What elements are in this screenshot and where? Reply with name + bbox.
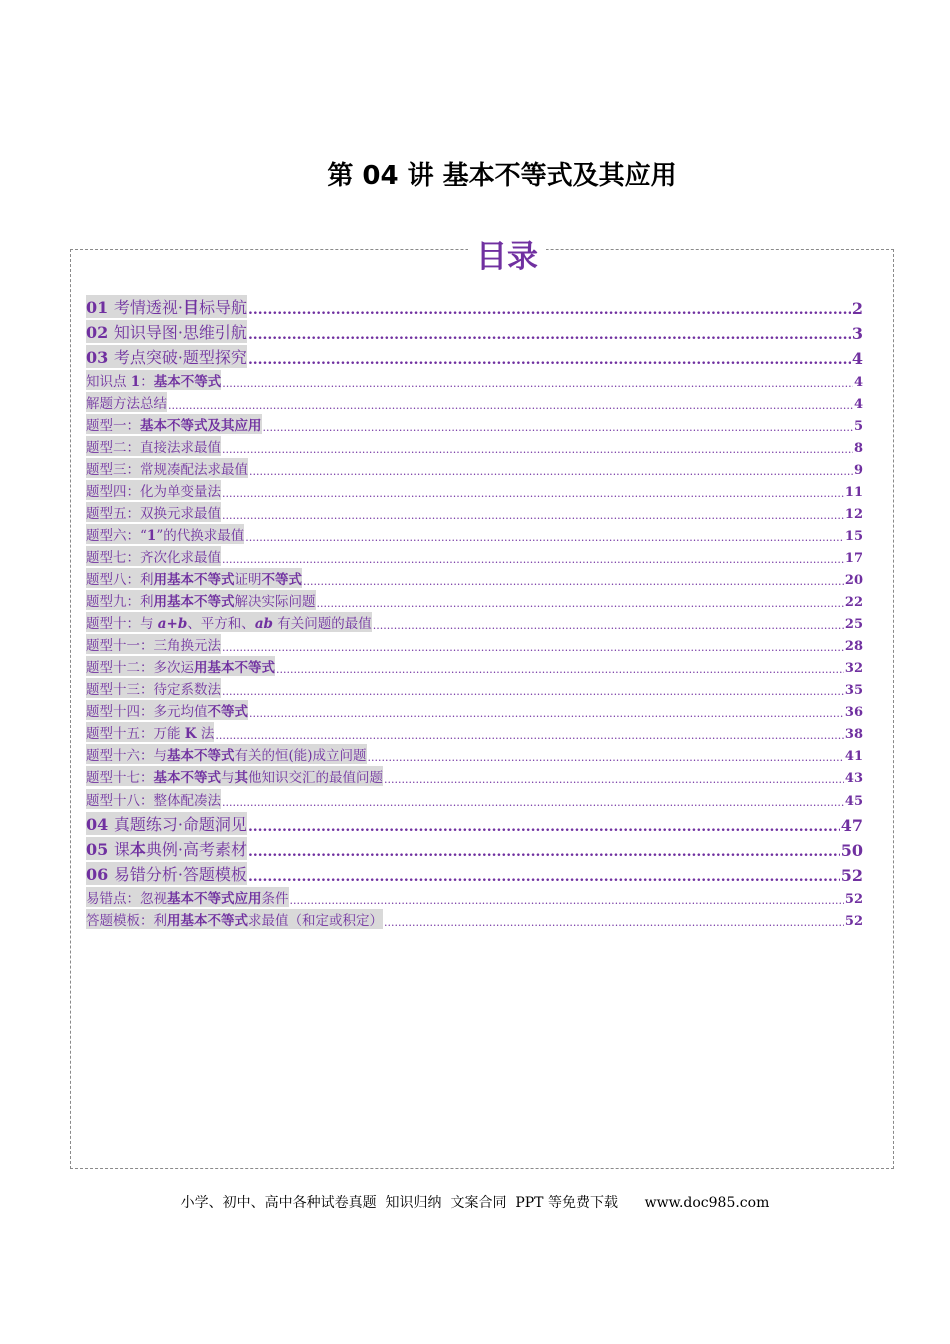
toc-entry-text: 06 <box>86 865 114 884</box>
toc-entry-text: 证明 <box>234 572 262 588</box>
toc-entry-text: 答题模板：利 <box>86 913 167 929</box>
toc-entry-label <box>86 502 221 522</box>
toc-entry-text: 05 <box>86 840 114 859</box>
toc-page-number: 2 <box>851 299 863 318</box>
toc-entry[interactable] <box>86 436 863 456</box>
toc-entry-label <box>86 480 221 500</box>
toc-entry-text: 题型一： <box>86 418 140 434</box>
toc-entry[interactable] <box>86 789 863 809</box>
toc-leader-dots <box>222 377 853 390</box>
toc-entry-text: 题型十七： <box>86 770 154 786</box>
toc-entry[interactable] <box>86 700 863 720</box>
toc-entry-text: 条件 <box>261 891 289 907</box>
toc-entry-label <box>86 678 221 698</box>
toc-leader-dots <box>245 531 844 544</box>
toc-entry[interactable] <box>86 887 863 907</box>
toc-entry-text: 题型三：常规凑配法求最值 <box>86 462 248 478</box>
toc-entry-label <box>86 458 248 478</box>
toc-heading <box>0 231 950 276</box>
toc-leader-dots <box>222 487 844 500</box>
toc-entry-text: K <box>184 726 197 742</box>
toc-entry-label <box>86 546 221 566</box>
toc-entry-text: 题型十四：多元均值 <box>86 704 208 720</box>
toc-leader-dots <box>303 575 844 588</box>
toc-entry-label <box>86 766 383 786</box>
toc-entry-text: 知识点 <box>86 374 131 390</box>
toc-page-number: 4 <box>853 397 863 412</box>
toc-leader-dots <box>248 844 840 860</box>
toc-leader-dots <box>222 443 853 456</box>
toc-entry-text: 真题练习·命题洞见 <box>113 815 247 834</box>
toc-page-number: 28 <box>844 639 863 654</box>
page-footer: 小学、初中、高中各种试卷真题 知识归纳 文案合同 PPT 等免费下载 www.doc985.com <box>180 1195 770 1211</box>
toc-entry-text: 题型八：利 <box>86 572 154 588</box>
toc-entry-text: ab <box>254 616 273 632</box>
toc-heading-text: 目录 <box>468 239 546 275</box>
toc-leader-dots <box>249 465 853 478</box>
toc-entry-text: 、平方和、 <box>187 616 255 632</box>
toc-entry[interactable] <box>86 590 863 610</box>
toc-entry-text: 其 <box>234 770 248 786</box>
toc-entry-text: 题型十五：万能 <box>86 726 185 742</box>
toc-entry-text: 目 <box>182 298 199 317</box>
toc-entry-text: 题型十一：三角换元法 <box>86 638 221 654</box>
toc-entry-label <box>86 568 302 588</box>
toc-entry-label <box>86 392 167 412</box>
toc-page-number: 36 <box>844 705 863 720</box>
toc-entry-text: 基本不等式 <box>167 748 235 764</box>
toc-entry-text: 题型十八：整体配凑法 <box>86 793 221 809</box>
toc-entry-label <box>86 909 383 929</box>
toc-entry[interactable] <box>86 722 863 742</box>
toc-leader-dots <box>222 553 844 566</box>
toc-entry-text: 题型五：双换元求最值 <box>86 506 221 522</box>
toc-entry-text: 题型十六：与 <box>86 748 167 764</box>
toc-entry-label <box>86 789 221 809</box>
toc-entry-text: 04 <box>86 815 114 834</box>
toc-entry-label <box>86 862 247 885</box>
toc-entry[interactable] <box>86 502 863 522</box>
toc-entry-text: ： <box>140 374 154 390</box>
toc-page-number: 3 <box>851 324 863 343</box>
toc-page-number: 9 <box>853 463 863 478</box>
toc-leader-dots <box>368 751 844 764</box>
toc-leader-dots <box>384 916 844 929</box>
toc-leader-dots <box>248 869 840 885</box>
toc-page-number: 47 <box>840 816 863 835</box>
toc-entry-text: 基本不等式应用 <box>167 891 262 907</box>
toc-entry-text: 题型九：利 <box>86 594 154 610</box>
toc-entry-text: 不等式 <box>207 704 248 720</box>
toc-entry[interactable] <box>86 612 863 632</box>
toc-entry-text: 用基本不等式 <box>153 572 235 588</box>
toc-entry-text: 题型七：齐次化求最值 <box>86 550 221 566</box>
toc-entry-text: 基本不等式 <box>153 770 221 786</box>
toc-page-number: 43 <box>844 771 863 786</box>
toc-entry-text: 课 <box>113 840 130 859</box>
toc-entry-text: 易错分析·答题模板 <box>113 865 247 884</box>
toc-entry-text: 本 <box>129 840 146 859</box>
toc-entry-label <box>86 295 247 318</box>
toc-page-number: 41 <box>844 749 863 764</box>
toc-entry-text: b <box>177 616 188 632</box>
toc-page-number: 52 <box>844 892 863 907</box>
toc-page-number: 11 <box>844 485 863 500</box>
toc-page-number: 32 <box>844 661 863 676</box>
toc-entry[interactable] <box>86 744 863 764</box>
toc-leader-dots <box>384 773 844 786</box>
toc-entry[interactable] <box>86 346 863 368</box>
toc-entry-label <box>86 414 262 434</box>
toc-entry-text: 基本不等式 <box>153 374 222 390</box>
toc-entry-label <box>86 524 244 544</box>
toc-entry[interactable] <box>86 863 863 885</box>
toc-page-number: 45 <box>844 794 863 809</box>
toc-entry-text: 用基本不等式 <box>153 594 235 610</box>
toc-entry-label <box>86 812 247 835</box>
toc-entry-text: 03 <box>86 348 114 367</box>
toc-page-number: 25 <box>844 617 863 632</box>
toc-entry-text: 易错点：忽视 <box>86 891 167 907</box>
toc-entry-text: 用基本不等式 <box>194 660 275 676</box>
toc-entry-text: 与 <box>221 770 235 786</box>
toc-leader-dots <box>222 796 844 809</box>
toc-leader-dots <box>222 509 844 522</box>
toc-entry-label <box>86 700 248 720</box>
toc-entry-text: 标导航 <box>198 298 247 317</box>
toc-entry-text: + <box>166 616 178 632</box>
toc-entry[interactable] <box>86 568 863 588</box>
toc-page-number: 4 <box>853 375 863 390</box>
toc-entry-text: ”的代换求最值 <box>156 528 245 544</box>
toc-entry-text: 典例·高考素材 <box>145 840 247 859</box>
toc-entry-text: 解决实际问题 <box>234 594 316 610</box>
toc-entry[interactable] <box>86 414 863 434</box>
toc-entry-text: 题型四：化为单变量法 <box>86 484 221 500</box>
toc-leader-dots <box>222 641 844 654</box>
toc-leader-dots <box>248 327 851 343</box>
toc-entry-text: 题型六：“ <box>86 528 147 544</box>
toc-entry-label <box>86 612 372 632</box>
toc-entry-label <box>86 436 221 456</box>
toc-entry-label <box>86 320 247 343</box>
toc-entry-text: 考情透视· <box>113 298 183 317</box>
toc-entry[interactable] <box>86 656 863 676</box>
toc-leader-dots <box>263 421 853 434</box>
toc-entry-text: 题型二：直接法求最值 <box>86 440 221 456</box>
toc-entry-text: 1 <box>146 528 157 544</box>
toc-entry-text: 求最值（和定或积定） <box>248 913 383 929</box>
toc-entry[interactable] <box>86 813 863 835</box>
toc-leader-dots <box>168 399 853 412</box>
toc-entry-text: 知识导图·思维引航 <box>113 323 247 342</box>
toc-entry-label <box>86 370 221 390</box>
toc-entry[interactable] <box>86 392 863 412</box>
toc-entry-text: 题型十二：多次运 <box>86 660 194 676</box>
toc-page-number: 52 <box>840 866 863 885</box>
toc-leader-dots <box>248 302 851 318</box>
toc-page-number: 52 <box>844 914 863 929</box>
toc-page-number: 8 <box>853 441 863 456</box>
toc-entry[interactable] <box>86 480 863 500</box>
toc-page-number: 12 <box>844 507 863 522</box>
toc-entry-text: 不等式 <box>261 572 302 588</box>
toc-entry-text: 解题方法总结 <box>86 396 167 412</box>
toc-entry-text: 有关的恒(能)成立问题 <box>234 748 367 764</box>
toc-entry-text: 用基本不等式 <box>167 913 248 929</box>
toc-entry[interactable] <box>86 678 863 698</box>
toc-entry[interactable] <box>86 370 863 390</box>
toc-page-number: 5 <box>853 419 863 434</box>
toc-entry-label <box>86 887 289 907</box>
toc-leader-dots <box>222 685 844 698</box>
toc-entry-text: 题型十：与 <box>86 616 158 632</box>
toc-entry[interactable] <box>86 524 863 544</box>
toc-entry[interactable] <box>86 634 863 654</box>
toc-page-number: 17 <box>844 551 863 566</box>
toc-entry-text: 考点突破·题型探究 <box>113 348 247 367</box>
toc-leader-dots <box>290 894 844 907</box>
toc-page-number: 20 <box>844 573 863 588</box>
toc-entry-text: 他知识交汇的最值问题 <box>248 770 383 786</box>
toc-leader-dots <box>276 663 844 676</box>
toc-entry[interactable] <box>86 909 863 929</box>
toc-entry-label <box>86 634 221 654</box>
toc-entry-text: 1 <box>130 374 141 390</box>
toc-entry[interactable] <box>86 766 863 786</box>
toc-entry-label <box>86 722 214 742</box>
toc-entry-text: a <box>157 616 167 632</box>
toc-entry-label <box>86 345 247 368</box>
toc-leader-dots <box>248 819 840 835</box>
toc-page-number: 4 <box>851 349 863 368</box>
toc-entry-text: 法 <box>196 726 215 742</box>
toc-entry[interactable] <box>86 296 863 318</box>
toc-entry-label <box>86 590 316 610</box>
toc-page-number: 15 <box>844 529 863 544</box>
document-title: 第 04 讲 基本不等式及其应用 <box>327 161 677 191</box>
toc-entry-text: 基本不等式及其应用 <box>140 418 262 434</box>
toc-entry-text: 02 <box>86 323 114 342</box>
toc-entry-label <box>86 656 275 676</box>
toc-leader-dots <box>373 619 844 632</box>
toc-page-number: 38 <box>844 727 863 742</box>
toc-entry[interactable] <box>86 458 863 478</box>
toc-page-number: 22 <box>844 595 863 610</box>
toc-leader-dots <box>249 707 844 720</box>
toc-entry[interactable] <box>86 838 863 860</box>
toc-entry[interactable] <box>86 321 863 343</box>
toc-entry[interactable] <box>86 546 863 566</box>
toc-entry-text: 01 <box>86 298 114 317</box>
toc-page-number: 50 <box>840 841 863 860</box>
toc-leader-dots <box>248 352 851 368</box>
toc-leader-dots <box>215 729 844 742</box>
toc-entry-label <box>86 837 247 860</box>
toc-entry-label <box>86 744 367 764</box>
toc-leader-dots <box>317 597 844 610</box>
toc-entry-text: 题型十三：待定系数法 <box>86 682 221 698</box>
toc-entry-text: 有关问题的最值 <box>273 616 372 632</box>
toc-page-number: 35 <box>844 683 863 698</box>
